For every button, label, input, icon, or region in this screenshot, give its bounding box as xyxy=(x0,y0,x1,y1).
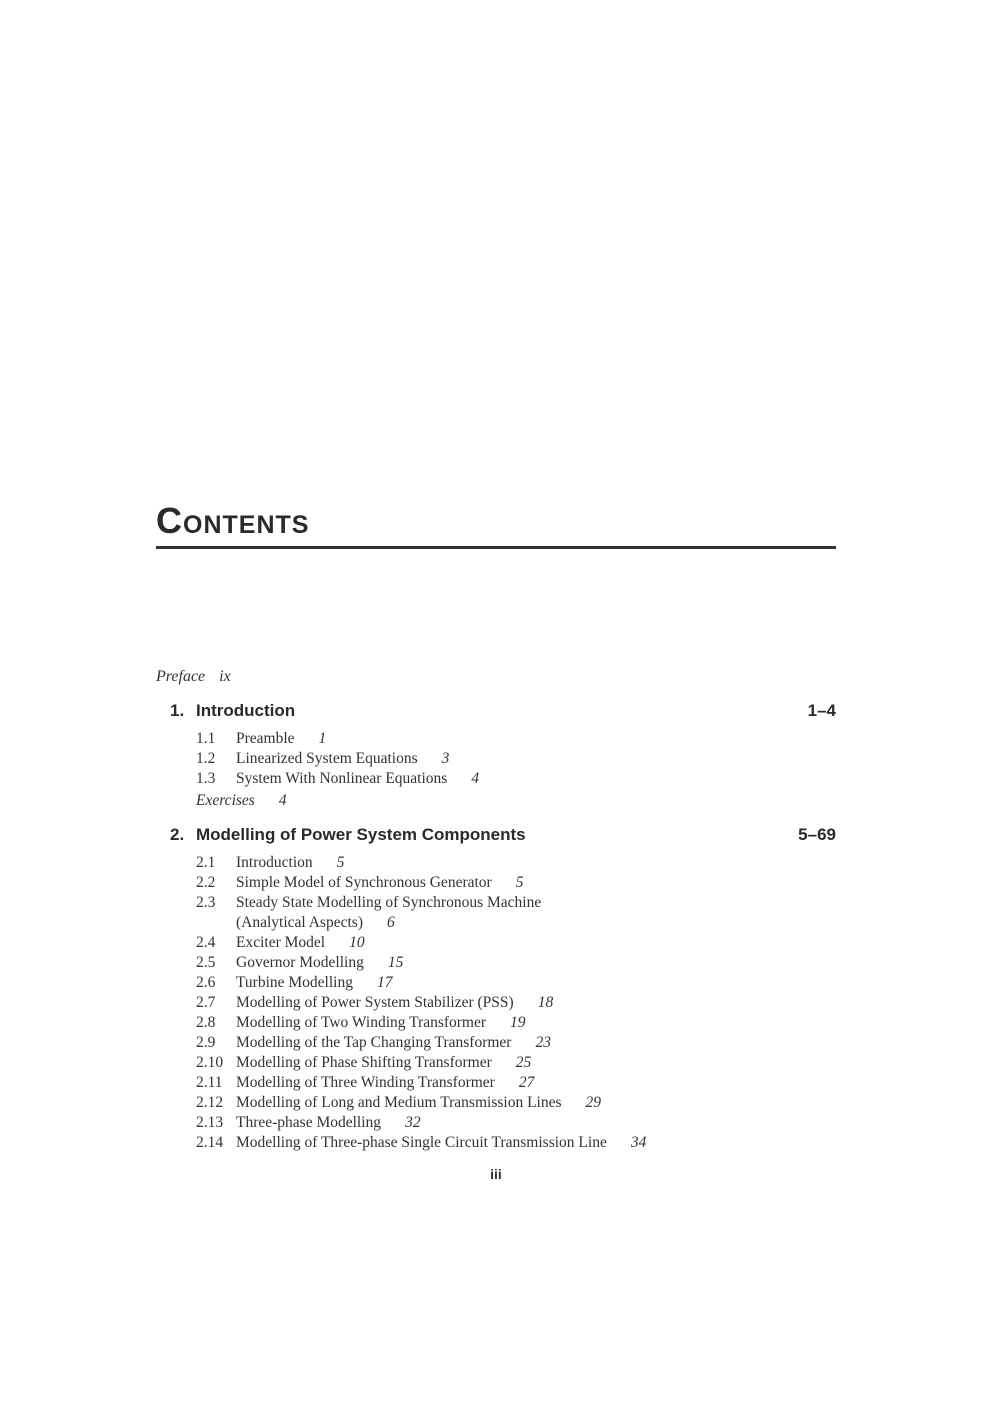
toc-entry[interactable] xyxy=(196,933,836,953)
section-number: 2.12 xyxy=(196,1094,224,1111)
section-number: 1.1 xyxy=(196,730,216,747)
section-title: Modelling of Long and Medium Transmission Lines xyxy=(236,1094,562,1111)
section-page: 23 xyxy=(535,1034,551,1051)
section-page: 5 xyxy=(336,854,345,871)
toc-entry[interactable] xyxy=(196,749,836,769)
section-number: 2.5 xyxy=(196,954,216,971)
section-page: 5 xyxy=(515,874,524,891)
section-page: 17 xyxy=(376,974,393,991)
section-title: System With Nonlinear Equations xyxy=(236,770,448,787)
section-title: Simple Model of Synchronous Generator xyxy=(236,874,492,891)
section-title: Three-phase Modelling xyxy=(236,1114,382,1131)
section-number: 2.11 xyxy=(196,1074,223,1091)
toc-entry[interactable] xyxy=(196,973,836,993)
section-title: Steady State Modelling of Synchronous Machine xyxy=(236,894,542,911)
toc-entry[interactable] xyxy=(196,1033,836,1053)
section-title: Exciter Model xyxy=(236,934,326,951)
section-number: 1.2 xyxy=(196,750,216,767)
section-number: 2.7 xyxy=(196,994,216,1011)
section-number: 2.8 xyxy=(196,1014,216,1031)
toc-entry[interactable] xyxy=(196,993,836,1013)
chapter-title: Introduction xyxy=(196,701,296,720)
section-page: 29 xyxy=(585,1094,601,1111)
chapter-heading[interactable] xyxy=(170,823,836,847)
toc-entry[interactable] xyxy=(196,953,836,973)
section-title: Modelling of Two Winding Transformer xyxy=(236,1014,487,1031)
section-number: 2.4 xyxy=(196,934,216,951)
section-page: 25 xyxy=(515,1054,532,1071)
section-title-continued: (Analytical Aspects) xyxy=(236,914,363,931)
section-title: Modelling of Three-phase Single Circuit Transmission Line xyxy=(236,1134,607,1151)
section-title: Turbine Modelling xyxy=(236,974,353,991)
section-page: 19 xyxy=(510,1014,526,1031)
section-page: 34 xyxy=(630,1134,647,1151)
toc-entry[interactable] xyxy=(196,729,836,749)
chapter-page-range: 1–4 xyxy=(807,701,836,720)
section-title: Introduction xyxy=(236,854,313,871)
toc-entry[interactable] xyxy=(196,873,836,893)
toc-entry-continuation[interactable] xyxy=(196,913,836,933)
toc-entry[interactable] xyxy=(196,853,836,873)
section-number: 2.6 xyxy=(196,974,216,991)
page-folio: iii xyxy=(490,1166,502,1182)
chapter-heading[interactable] xyxy=(170,699,836,723)
toc-entry[interactable] xyxy=(196,1073,836,1093)
section-page: 4 xyxy=(471,770,480,787)
chapter-title: Modelling of Power System Components xyxy=(196,825,526,844)
preface-label: Preface xyxy=(156,668,206,685)
exercises-page: 4 xyxy=(278,792,287,809)
preface-entry[interactable] xyxy=(156,668,231,686)
title-rule xyxy=(156,546,836,549)
section-page: 27 xyxy=(518,1074,535,1091)
chapter-page-range: 5–69 xyxy=(798,825,836,844)
section-title: Modelling of Phase Shifting Transformer xyxy=(236,1054,492,1071)
section-title: Modelling of Three Winding Transformer xyxy=(236,1074,495,1091)
section-number: 1.3 xyxy=(196,770,216,787)
page-title: Contents xyxy=(156,500,310,541)
toc-entry[interactable] xyxy=(196,769,836,789)
section-number: 2.3 xyxy=(196,894,216,911)
section-page: 3 xyxy=(441,750,450,767)
section-number: 2.13 xyxy=(196,1114,224,1131)
toc-entry[interactable] xyxy=(196,1093,836,1113)
section-number: 2.9 xyxy=(196,1034,216,1051)
chapter-number: 2. xyxy=(170,825,185,844)
section-title: Linearized System Equations xyxy=(236,750,418,767)
section-title: Governor Modelling xyxy=(236,954,364,971)
section-page: 1 xyxy=(318,730,327,747)
toc-entry[interactable] xyxy=(196,1013,836,1033)
section-page: 10 xyxy=(349,934,365,951)
exercises-label: Exercises xyxy=(196,792,255,809)
preface-page: ix xyxy=(219,668,231,685)
toc-entry[interactable] xyxy=(196,893,836,913)
toc-entry[interactable] xyxy=(196,1133,836,1153)
section-title: Modelling of Power System Stabilizer (PSS) xyxy=(236,994,514,1011)
chapter-number: 1. xyxy=(170,701,185,720)
toc-entry[interactable] xyxy=(196,1113,836,1133)
chapter-2-sections xyxy=(196,853,836,1153)
section-title: Preamble xyxy=(236,730,295,747)
exercises-entry[interactable] xyxy=(196,789,836,813)
section-page: 6 xyxy=(386,914,395,931)
section-number: 2.1 xyxy=(196,854,216,871)
section-page: 15 xyxy=(387,954,404,971)
section-page: 18 xyxy=(537,994,554,1011)
toc-entry[interactable] xyxy=(196,1053,836,1073)
section-title: Modelling of the Tap Changing Transformer xyxy=(236,1034,512,1051)
section-number: 2.10 xyxy=(196,1054,224,1071)
chapter-1-sections xyxy=(196,729,836,813)
section-number: 2.2 xyxy=(196,874,216,891)
section-number: 2.14 xyxy=(196,1134,224,1151)
section-page: 32 xyxy=(405,1114,421,1131)
